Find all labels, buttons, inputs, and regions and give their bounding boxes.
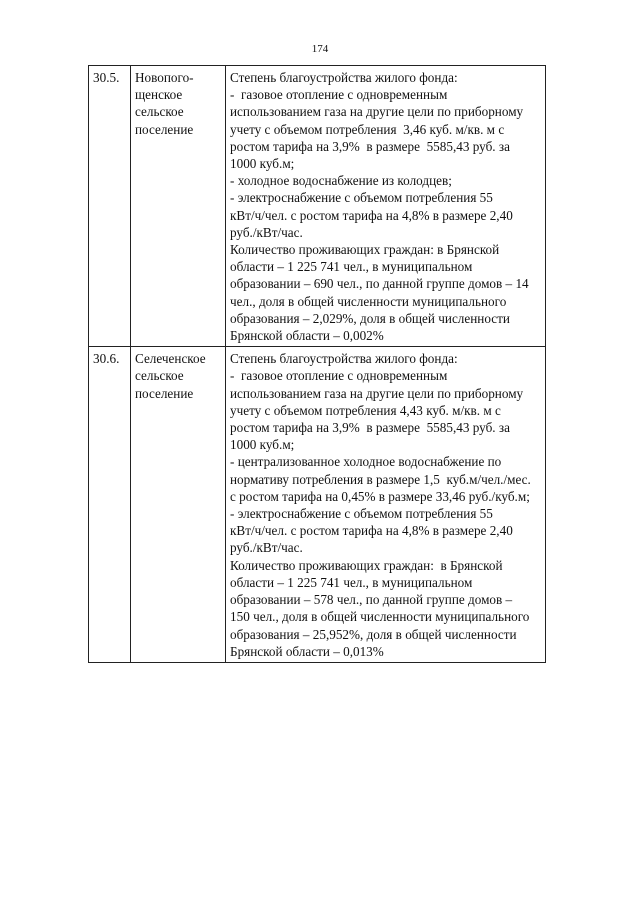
description-line: руб./кВт/час. [230,224,303,240]
description-line: - электроснабжение с объемом потребления 55 [230,506,493,522]
description-line: Степень благоустройства жилого фонда: [230,351,458,367]
table-body [89,66,546,663]
description-line: - холодное водоснабжение из колодцев; [230,173,452,189]
description-line: учету с объемом потребления 4,43 куб. м/кв. м с [230,402,501,418]
description-line: Брянской области – 0,013% [230,643,384,659]
description-line: области – 1 225 741 чел., в муниципальном [230,259,473,275]
description-line: учету с объемом потребления 3,46 куб. м/кв. м с [230,121,505,137]
description-line: образования – 2,029%, доля в общей численности [230,310,510,326]
description-line: кВт/ч/чел. с ростом тарифа на 4,8% в размере 2,40 [230,207,513,223]
description-line: - электроснабжение с объемом потребления 55 [230,190,493,206]
description-line: - газовое отопление с одновременным [230,368,448,384]
row-number: 30.5. [89,66,131,347]
description-line: Количество проживающих граждан: в Брянской [230,557,503,573]
settlement-name-line: поселение [135,121,194,137]
settlement-name-line: поселение [135,385,194,401]
description-line: руб./кВт/час. [230,540,303,556]
description-line: образовании – 578 чел., по данной группе домов – [230,592,513,608]
settlement-table [88,65,546,663]
description-line: Степень благоустройства жилого фонда: [230,70,458,85]
description-line: ростом тарифа на 3,9% в размере 5585,43 руб. за [230,138,510,154]
description-line: Брянской области – 0,002% [230,328,384,344]
description-line: Количество проживающих граждан: в Брянской [230,242,500,258]
description-line: 1000 куб.м; [230,156,295,172]
description-line: 150 чел., доля в общей численности муниципального [230,609,530,625]
description-line: использованием газа на другие цели по приборному [230,385,524,401]
description-line: чел., доля в общей численности муниципального [230,293,507,309]
settlement-name [131,66,226,347]
housing-description [226,66,546,347]
description-line: области – 1 225 741 чел., в муниципальном [230,574,473,590]
description-line: с ростом тарифа на 0,45% в размере 33,46 руб./куб.м; [230,488,530,504]
settlement-name-line: сельское [135,368,184,384]
description-line: кВт/ч/чел. с ростом тарифа на 4,8% в размере 2,40 [230,523,513,539]
description-line: 1000 куб.м; [230,437,295,453]
table-row [89,66,546,347]
description-line: - централизованное холодное водоснабжение по [230,454,502,470]
settlement-name [131,347,226,663]
settlement-name-line: щенское [135,87,183,103]
description-line: использованием газа на другие цели по приборному [230,104,524,120]
table-row [89,347,546,663]
housing-description [226,347,546,663]
description-line: образовании – 690 чел., по данной группе домов – 14 [230,276,529,292]
settlement-name-line: Селеченское [135,351,206,367]
description-line: ростом тарифа на 3,9% в размере 5585,43 руб. за [230,420,510,436]
description-line: образования – 25,952%, доля в общей численности [230,626,517,642]
description-line: - газовое отопление с одновременным [230,87,448,103]
settlement-name-line: сельское [135,104,184,120]
settlement-name-line: Новопого- [135,70,194,85]
description-line: нормативу потребления в размере 1,5 куб.м/чел./мес. [230,471,531,487]
page-number: 174 [311,43,329,55]
row-number: 30.6. [89,347,131,663]
